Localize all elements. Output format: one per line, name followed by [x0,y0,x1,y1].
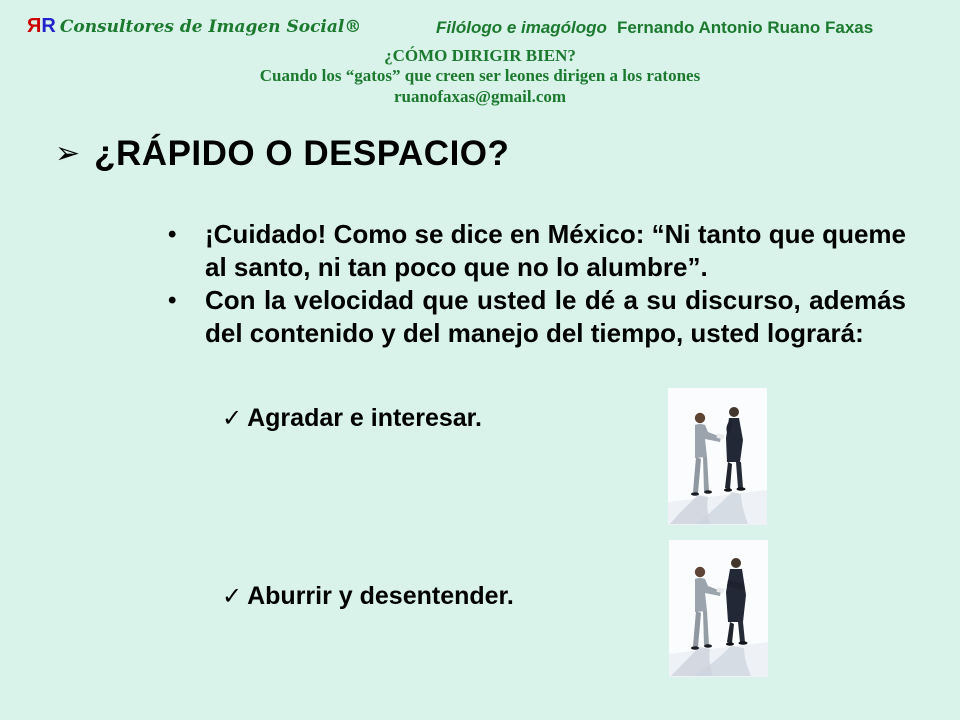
slide-title-text: ¿RÁPIDO O DESPACIO? [94,134,510,173]
checkmark-icon: ✓ [222,583,243,610]
logo-letter-ya: Я [27,15,42,37]
bullet-dot-icon: • [168,287,177,314]
businessmen-illustration [669,540,768,677]
logo-letter-r: R [41,15,56,37]
outcome-label: Aburrir y desentender. [247,582,514,610]
author-credit [436,18,873,38]
outcome-item-negative [222,582,514,611]
businessmen-photo-2 [669,540,768,677]
company-logo [27,15,361,38]
outcome-item-positive [222,404,482,433]
businessmen-photo-1 [668,388,767,525]
company-name: Consultores de Imagen Social® [59,17,362,37]
outcome-label: Agradar e interesar. [247,404,482,432]
bullet-item [168,284,906,350]
bullet-text: Con la velocidad que usted le dé a su discurso, además del contenido y del manejo del tiempo, usted logrará: [205,285,906,348]
businessmen-illustration [668,388,767,525]
header-subtitle-1: ¿CÓMO DIRIGIR BIEN? [384,46,576,65]
checkmark-icon: ✓ [222,405,243,432]
arrow-bullet-icon: ➢ [55,137,81,170]
header-subtitle-2: Cuando los “gatos” que creen ser leones dirigen a los ratones [259,66,701,85]
bullet-dot-icon: • [168,221,177,248]
header-email: ruanofaxas@gmail.com [393,87,567,106]
author-role: Filólogo e imagólogo [436,18,607,37]
bullet-text: ¡Cuidado! Como se dice en México: “Ni tanto que queme al santo, ni tan poco que no lo alumbre”. [205,219,906,282]
author-name: Fernando Antonio Ruano Faxas [616,18,874,37]
bullet-item [168,218,906,284]
slide-title [55,134,509,174]
bullet-list [168,218,906,350]
